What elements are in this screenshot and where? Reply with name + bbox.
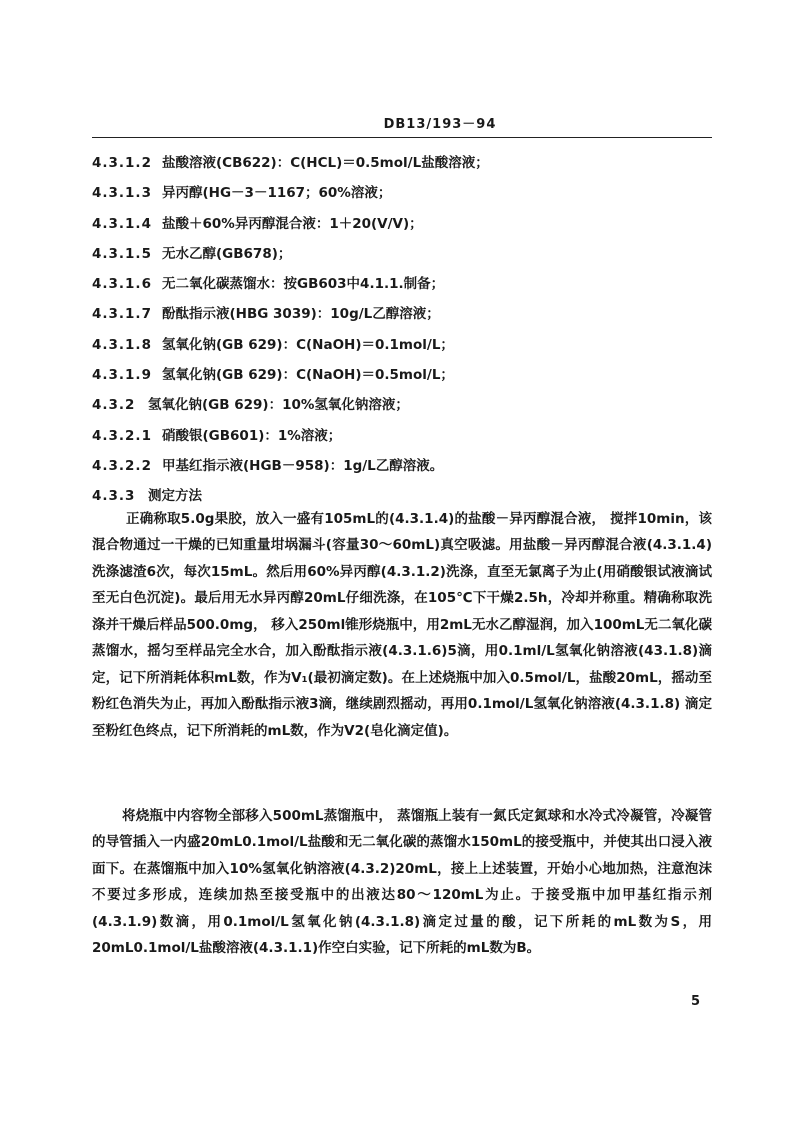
- list-item: [92, 451, 717, 481]
- item-text: 测定方法: [148, 488, 202, 505]
- item-text: 无水乙醇(GB678)；: [162, 245, 292, 262]
- item-number: 4.3.1.3: [92, 185, 152, 202]
- item-text: 酚酞指示液(HBG 3039)：10g/L乙醇溶液；: [162, 306, 440, 323]
- item-number: 4.3.2: [92, 397, 136, 414]
- item-number: 4.3.3: [92, 488, 136, 505]
- item-text: 盐酸溶液(CB622)：C(HCL)＝0.5mol/L盐酸溶液；: [162, 155, 489, 171]
- list-item: [92, 299, 717, 329]
- item-number: 4.3.1.4: [92, 215, 152, 232]
- item-text: 甲基红指示液(HGB－958)：1g/L乙醇溶液。: [162, 457, 444, 474]
- list-item: [92, 148, 717, 178]
- item-text: 硝酸银(GB601)：1%溶液；: [162, 427, 342, 444]
- list-item: [92, 178, 717, 208]
- distillation-paragraph: 将烧瓶中内容物全部移入500mL蒸馏瓶中， 蒸馏瓶上装有一氮氏定氮球和水冷式冷凝管，冷凝管的导管插入一内盛20mL0.1mol/L盐酸和无二氧化碳的蒸馏水150mL的接受瓶中，并使其出口浸入液面下。在蒸馏瓶中加入10%氢氧化钠溶液(4.3.2)20mL，接上上述装置，开始小心地加热，注意泡沫不要过多形成，连续加热至接受瓶中的出液达80～120mL为止。于接受瓶中加甲基红指示剂(4.3.1.9)数滴，用0.1mol/L氢氧化钠(4.3.1.8)滴定过量的酸，记下所耗的mL数为S，用20mL0.1mol/L盐酸溶液(4.3.1.1)作空白实验，记下所耗的mL数为B。: [92, 807, 712, 956]
- header-rule: [92, 137, 712, 138]
- item-text: 氢氧化钠(GB 629)：10%氢氧化钠溶液；: [148, 397, 409, 414]
- procedure-paragraph: 正确称取5.0g果胶，放入一盛有105mL的(4.3.1.4)的盐酸－异丙醇混合液， 搅拌10min，该混合物通过一干燥的已知重量坩埚漏斗(容量30～60mL)真空吸滤。用盐酸－异丙醇混合液(4.3.1.4)洗涤滤渣6次，每次15mL。然后用60%异丙醇(4.3.1.2)洗涤，直至无氯离子为止(用硝酸银试液滴试至无白色沉淀)。最后用无水异丙醇20mL仔细洗涤，在105℃下干燥2.5h，冷却并称重。精确称取洗涤并干燥后样品500.0mg， 移入250ml锥形烧瓶中，用2mL无水乙醇湿润，加入100mL无二氧化碳蒸馏水，摇匀至样品完全水合，加入酚酞指示液(4.3.1.6)5滴，用0.1ml/L氢氧化钠溶液(43.1.8)滴定，记下所消耗体积mL数，作为V₁(最初滴定数)。在上述烧瓶中加入0.5mol/L，盐酸20mL，摇动至粉红色消失为止，再加入酚酞指示液3滴，继续剧烈摇动，再用0.1mol/L氢氧化钠溶液(4.3.1.8) 滴定至粉红色终点，记下所消耗的mL数，作为V2(皂化滴定值)。: [92, 510, 712, 739]
- item-text: 氢氧化钠(GB 629)：C(NaOH)＝0.1mol/L；: [162, 336, 454, 353]
- item-number: 4.3.1.6: [92, 276, 152, 293]
- item-text: 异丙醇(HG－3－1167；60%溶液；: [162, 185, 392, 202]
- item-number: 4.3.1.9: [92, 367, 152, 384]
- page-number: 5: [690, 994, 700, 1009]
- list-item: [92, 239, 717, 269]
- list-item: [92, 390, 717, 420]
- list-item: [92, 269, 717, 299]
- item-text: 氢氧化钠(GB 629)：C(NaOH)＝0.5mol/L；: [162, 367, 454, 384]
- list-item: [92, 360, 717, 390]
- document-code: DB13/193－94: [383, 117, 497, 132]
- item-number: 4.3.1.2: [92, 155, 152, 171]
- item-number: 4.3.1.7: [92, 306, 152, 323]
- item-number: 4.3.1.8: [92, 336, 152, 353]
- reagent-list: [92, 148, 717, 512]
- item-number: 4.3.1.5: [92, 245, 152, 262]
- item-text: 无二氧化碳蒸馏水：按GB603中4.1.1.制备；: [162, 276, 445, 293]
- list-item: [92, 421, 717, 451]
- item-number: 4.3.2.2: [92, 457, 152, 474]
- list-item: [92, 209, 717, 239]
- item-text: 盐酸＋60%异丙醇混合液：1＋20(V/V)；: [162, 215, 423, 232]
- list-item: [92, 330, 717, 360]
- item-number: 4.3.2.1: [92, 427, 152, 444]
